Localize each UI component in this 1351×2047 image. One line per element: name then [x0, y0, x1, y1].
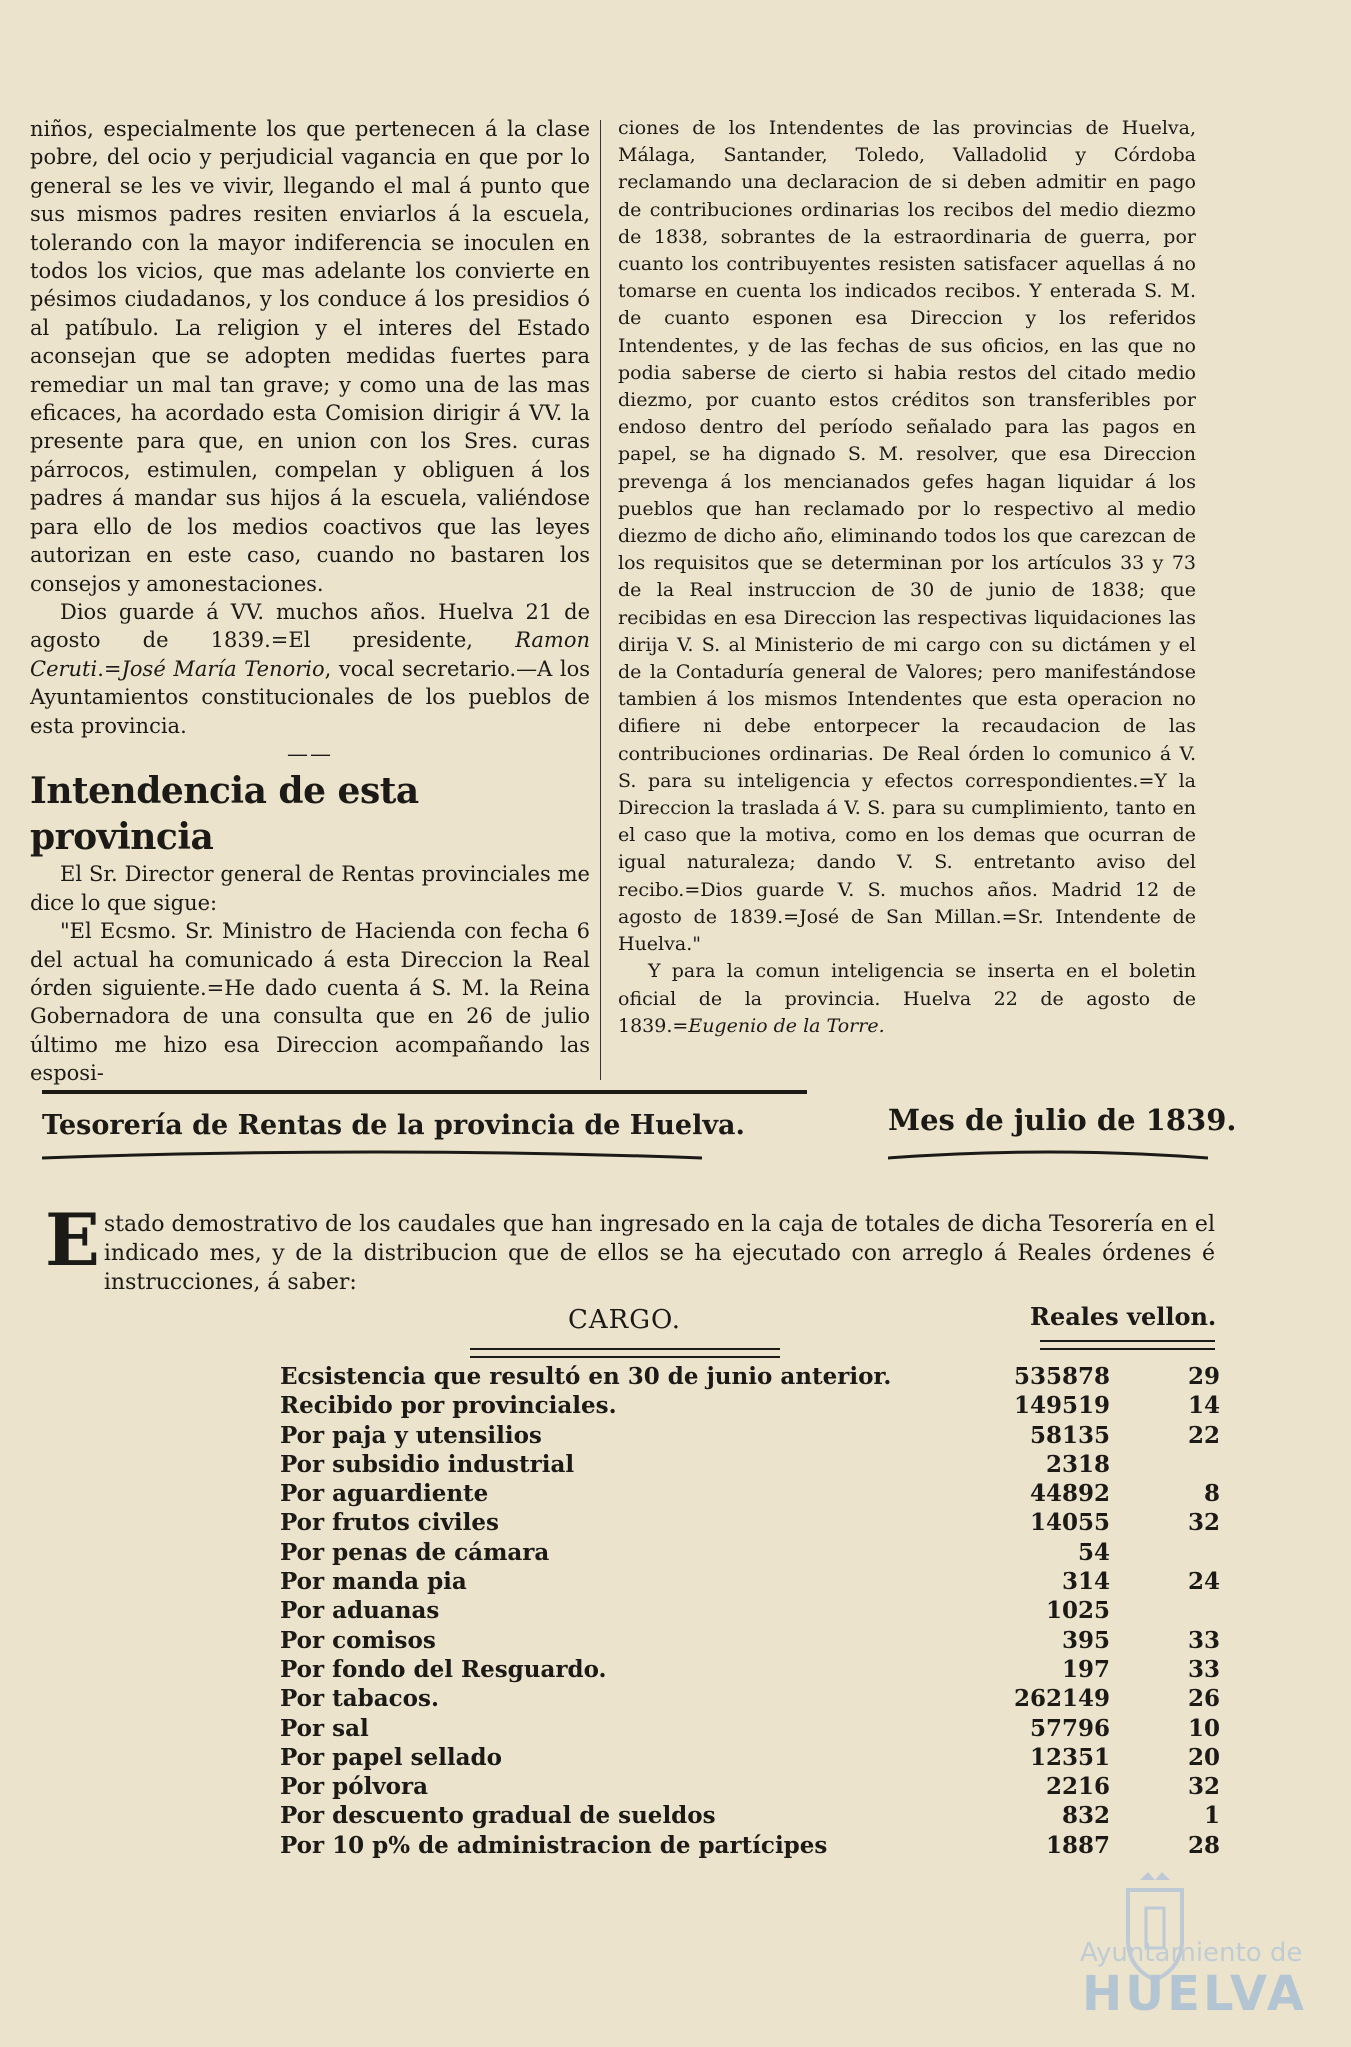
- archive-watermark: [1060, 1870, 1330, 2040]
- ledger-amount: 832: [1061, 1802, 1110, 1830]
- ledger-row: [280, 1801, 1220, 1830]
- signature-name-2: José María Tenorio: [121, 656, 325, 681]
- ledger-row: [280, 1714, 1220, 1743]
- ledger-cents: 33: [1187, 1655, 1220, 1683]
- ledger-row: [280, 1362, 1220, 1391]
- ledger-cents: 26: [1187, 1685, 1220, 1713]
- ledger-row: [280, 1831, 1220, 1860]
- right-paragraph-1: ciones de los Intendentes de las provincias de Huelva, Málaga, Santander, Toledo, Valladolid y Córdoba reclamando una declaracion de si deben admitir en pago de contribuciones ordinarias los recibos del medio diezmo de 1838, sobrantes de la estraordinaria de guerra, por cuanto los contribuyentes resisten satisfacer aquellas á no tomarse en cuenta los indicados recibos. Y enterada S. M. de cuanto esponen esa Direccion y los referidos Intendentes, y de las fechas de sus oficios, en las que no podia saberse de cierto si habia restos del citado medio diezmo, por cuanto estos créditos son transferibles por endoso dentro del período señalado para las pagos en papel, se ha dignado S. M. resolver, que esa Direccion prevenga á los mencianados gefes hagan liquidar á los pueblos que han reclamado por lo respectivo al medio diezmo de dicho año, eliminando todos los que carezcan de los requisitos que se determinan por los artículos 33 y 73 de la Real instruccion de 30 de junio de 1838; que recibidas en esa Direccion las respectivas liquidaciones las dirija V. S. al Ministerio de mi cargo con su dictámen y el de la Contaduría general de Valores; pero manifestándose tambien á los mismos Intendentes que esta operacion no difiere ni debe entorpecer la recaudacion de las contribuciones ordinarias. De Real órden lo comunico á V. S. para su inteligencia y efectos correspondientes.=Y la Direccion la traslada á V. S. para su cumplimiento, tanto en el caso que la motiva, como en los demas que ocurran de igual naturaleza; dando V. S. entretanto aviso del recibo.=Dios guarde V. S. muchos años. Madrid 12 de agosto de 1839.=José de San Millan.=Sr. Intendente de Huelva.": [618, 117, 1196, 956]
- ledger-amount: 197: [1061, 1655, 1110, 1683]
- tesoreria-title: Tesorería de Rentas de la provincia de Huelva.: [42, 1110, 745, 1141]
- drop-cap: E: [45, 1197, 100, 1282]
- ledger-row: [280, 1391, 1220, 1420]
- ledger-row: [280, 1450, 1220, 1479]
- ledger-amount: 2318: [1045, 1450, 1110, 1478]
- ledger-row: [280, 1567, 1220, 1596]
- reales-title: Reales vellon.: [1030, 1302, 1217, 1331]
- column-divider: [600, 120, 601, 1080]
- right-closing-text: Y para la comun inteligencia se inserta en el boletin oficial de la provincia. Huelva 22 de agosto de 1839.=: [618, 960, 1196, 1037]
- right-paragraph-2: [618, 958, 1196, 1040]
- ledger-row: [280, 1421, 1220, 1450]
- section-separator: ——: [287, 741, 333, 766]
- ledger-row: [280, 1684, 1220, 1713]
- title-swash: [42, 1148, 702, 1162]
- ledger-cents: 22: [1187, 1421, 1220, 1449]
- ledger-row: [280, 1596, 1220, 1625]
- ledger-cents: 32: [1187, 1773, 1220, 1801]
- ledger-label: Ecsistencia que resultó en 30 de junio anterior.: [280, 1363, 892, 1390]
- ledger-label: Por paja y utensilios: [280, 1421, 542, 1449]
- month-swash: [888, 1148, 1208, 1162]
- ledger-amount: 535878: [1013, 1363, 1110, 1390]
- ledger-label: Por frutos civiles: [280, 1509, 499, 1537]
- ledger-cents: 14: [1187, 1392, 1220, 1420]
- ledger-amount: 262149: [1013, 1685, 1110, 1713]
- left-paragraph-1: niños, especialmente los que pertenecen á la clase pobre, del ocio y perjudicial vagancia en que por lo general se les ve vivir, llegando el mal á punto que sus mismos padres resiten enviarlos á la escuela, tolerando con la mayor indiferencia se inoculen en todos los vicios, que mas adelante los convierte en pésimos ciudadanos, y los conduce á los presidios ó al patíbulo. La religion y el interes del Estado aconsejan que se adopten medidas fuertes para remediar un mal tan grave; y como una de las mas eficaces, ha acordado esta Comision dirigir á VV. la presente para que, en union con los Sres. curas párrocos, estimulen, compelan y obliguen á los padres á mandar sus hijos á la escuela, valiéndose para ello de los medios coactivos que las leyes autorizan en este caso, cuando no bastaren los consejos y amonestaciones.: [30, 117, 590, 596]
- right-column: [618, 115, 1196, 1040]
- left-column: [30, 115, 590, 1088]
- ledger-amount: 314: [1061, 1568, 1110, 1596]
- ledger-row: [280, 1479, 1220, 1508]
- signature-text-b: .=: [97, 656, 122, 681]
- ledger-label: Por penas de cámara: [280, 1538, 550, 1566]
- ledger-amount: 12351: [1029, 1743, 1110, 1771]
- ledger-label: Por aduanas: [280, 1597, 440, 1625]
- ledger-label: Por pólvora: [280, 1773, 429, 1801]
- ledger-label: Por fondo del Resguardo.: [280, 1655, 607, 1683]
- estado-intro: [45, 1197, 1215, 1297]
- ledger-row: [280, 1655, 1220, 1684]
- ledger-amount: 58135: [1029, 1421, 1110, 1449]
- ledger-label: Por aguardiente: [280, 1480, 489, 1508]
- left-paragraph-signature: [30, 598, 590, 740]
- ledger-cents: 28: [1187, 1831, 1220, 1859]
- ledger-amount: 44892: [1029, 1480, 1110, 1508]
- watermark-line-2: HUELVA: [1082, 1966, 1307, 2022]
- ledger-amount: 14055: [1029, 1509, 1110, 1537]
- ledger-label: Por subsidio industrial: [280, 1450, 575, 1478]
- right-closing-name: Eugenio de la Torre.: [688, 1014, 885, 1037]
- ledger-amount: 1887: [1045, 1831, 1110, 1859]
- ledger-amount: 54: [1077, 1538, 1110, 1566]
- ledger-cents: 29: [1187, 1363, 1220, 1390]
- ledger-cents: 20: [1187, 1743, 1220, 1771]
- ledger-row: [280, 1743, 1220, 1772]
- ledger-cents: 10: [1187, 1714, 1220, 1742]
- ledger-label: Recibido por provinciales.: [280, 1392, 617, 1420]
- ledger-label: Por descuento gradual de sueldos: [280, 1802, 716, 1830]
- ledger-label: Por sal: [280, 1714, 369, 1742]
- reales-double-rule: [1040, 1340, 1215, 1350]
- signature-text-c: , vocal secretario.—A los Ayuntamientos constitucionales de los pueblos de esta provincia.: [30, 656, 590, 738]
- estado-intro-text: stado demostrativo de los caudales que han ingresado en la caja de totales de dicha Tesorería en el indicado mes, y de la distribucion que de ellos se ha ejecutado con arreglo á Reales órdenes é instrucciones, á saber:: [103, 1212, 1215, 1295]
- ledger-label: Por comisos: [280, 1626, 436, 1654]
- ledger-cents: 33: [1187, 1626, 1220, 1654]
- section-heading: Intendencia de esta provincia: [30, 770, 419, 859]
- cargo-ledger: [280, 1362, 1220, 1860]
- ledger-cents: 8: [1203, 1480, 1220, 1508]
- cargo-title: CARGO.: [568, 1305, 682, 1335]
- left-paragraph-3: El Sr. Director general de Rentas provinciales me dice lo que sigue:: [30, 862, 590, 915]
- ledger-amount: 1025: [1045, 1597, 1110, 1625]
- ledger-cents: 32: [1187, 1509, 1220, 1537]
- ledger-label: Por papel sellado: [280, 1743, 502, 1771]
- signature-name-1: Ramon Ceruti: [30, 628, 590, 681]
- ledger-amount: 149519: [1013, 1392, 1110, 1420]
- ledger-row: [280, 1626, 1220, 1655]
- ledger-amount: 2216: [1045, 1773, 1110, 1801]
- ledger-label: Por tabacos.: [280, 1685, 439, 1713]
- signature-text-a: Dios guarde á VV. muchos años. Huelva 21 de agosto de 1839.=El presidente,: [30, 599, 590, 653]
- section-rule: [42, 1090, 807, 1094]
- ledger-amount: 395: [1061, 1626, 1110, 1654]
- ledger-label: Por 10 p% de administracion de partícipes: [280, 1831, 828, 1859]
- ledger-cents: 24: [1187, 1568, 1220, 1596]
- watermark-line-1: Ayuntamiento de: [1080, 1938, 1303, 1968]
- cargo-double-rule: [470, 1348, 780, 1358]
- left-paragraph-4: "El Ecsmo. Sr. Ministro de Hacienda con fecha 6 del actual ha comunicado á esta Direccion la Real órden siguiente.=He dado cuenta á S. M. la Reina Gobernadora de una consulta que en 26 de julio último me hizo esa Direccion acompañando las esposi-: [30, 919, 590, 1086]
- ledger-row: [280, 1538, 1220, 1567]
- ledger-cents: 1: [1203, 1802, 1220, 1830]
- tesoreria-month: Mes de julio de 1839.: [888, 1103, 1237, 1137]
- ledger-label: Por manda pia: [280, 1568, 467, 1596]
- ledger-row: [280, 1772, 1220, 1801]
- ledger-row: [280, 1508, 1220, 1537]
- ledger-amount: 57796: [1029, 1714, 1110, 1742]
